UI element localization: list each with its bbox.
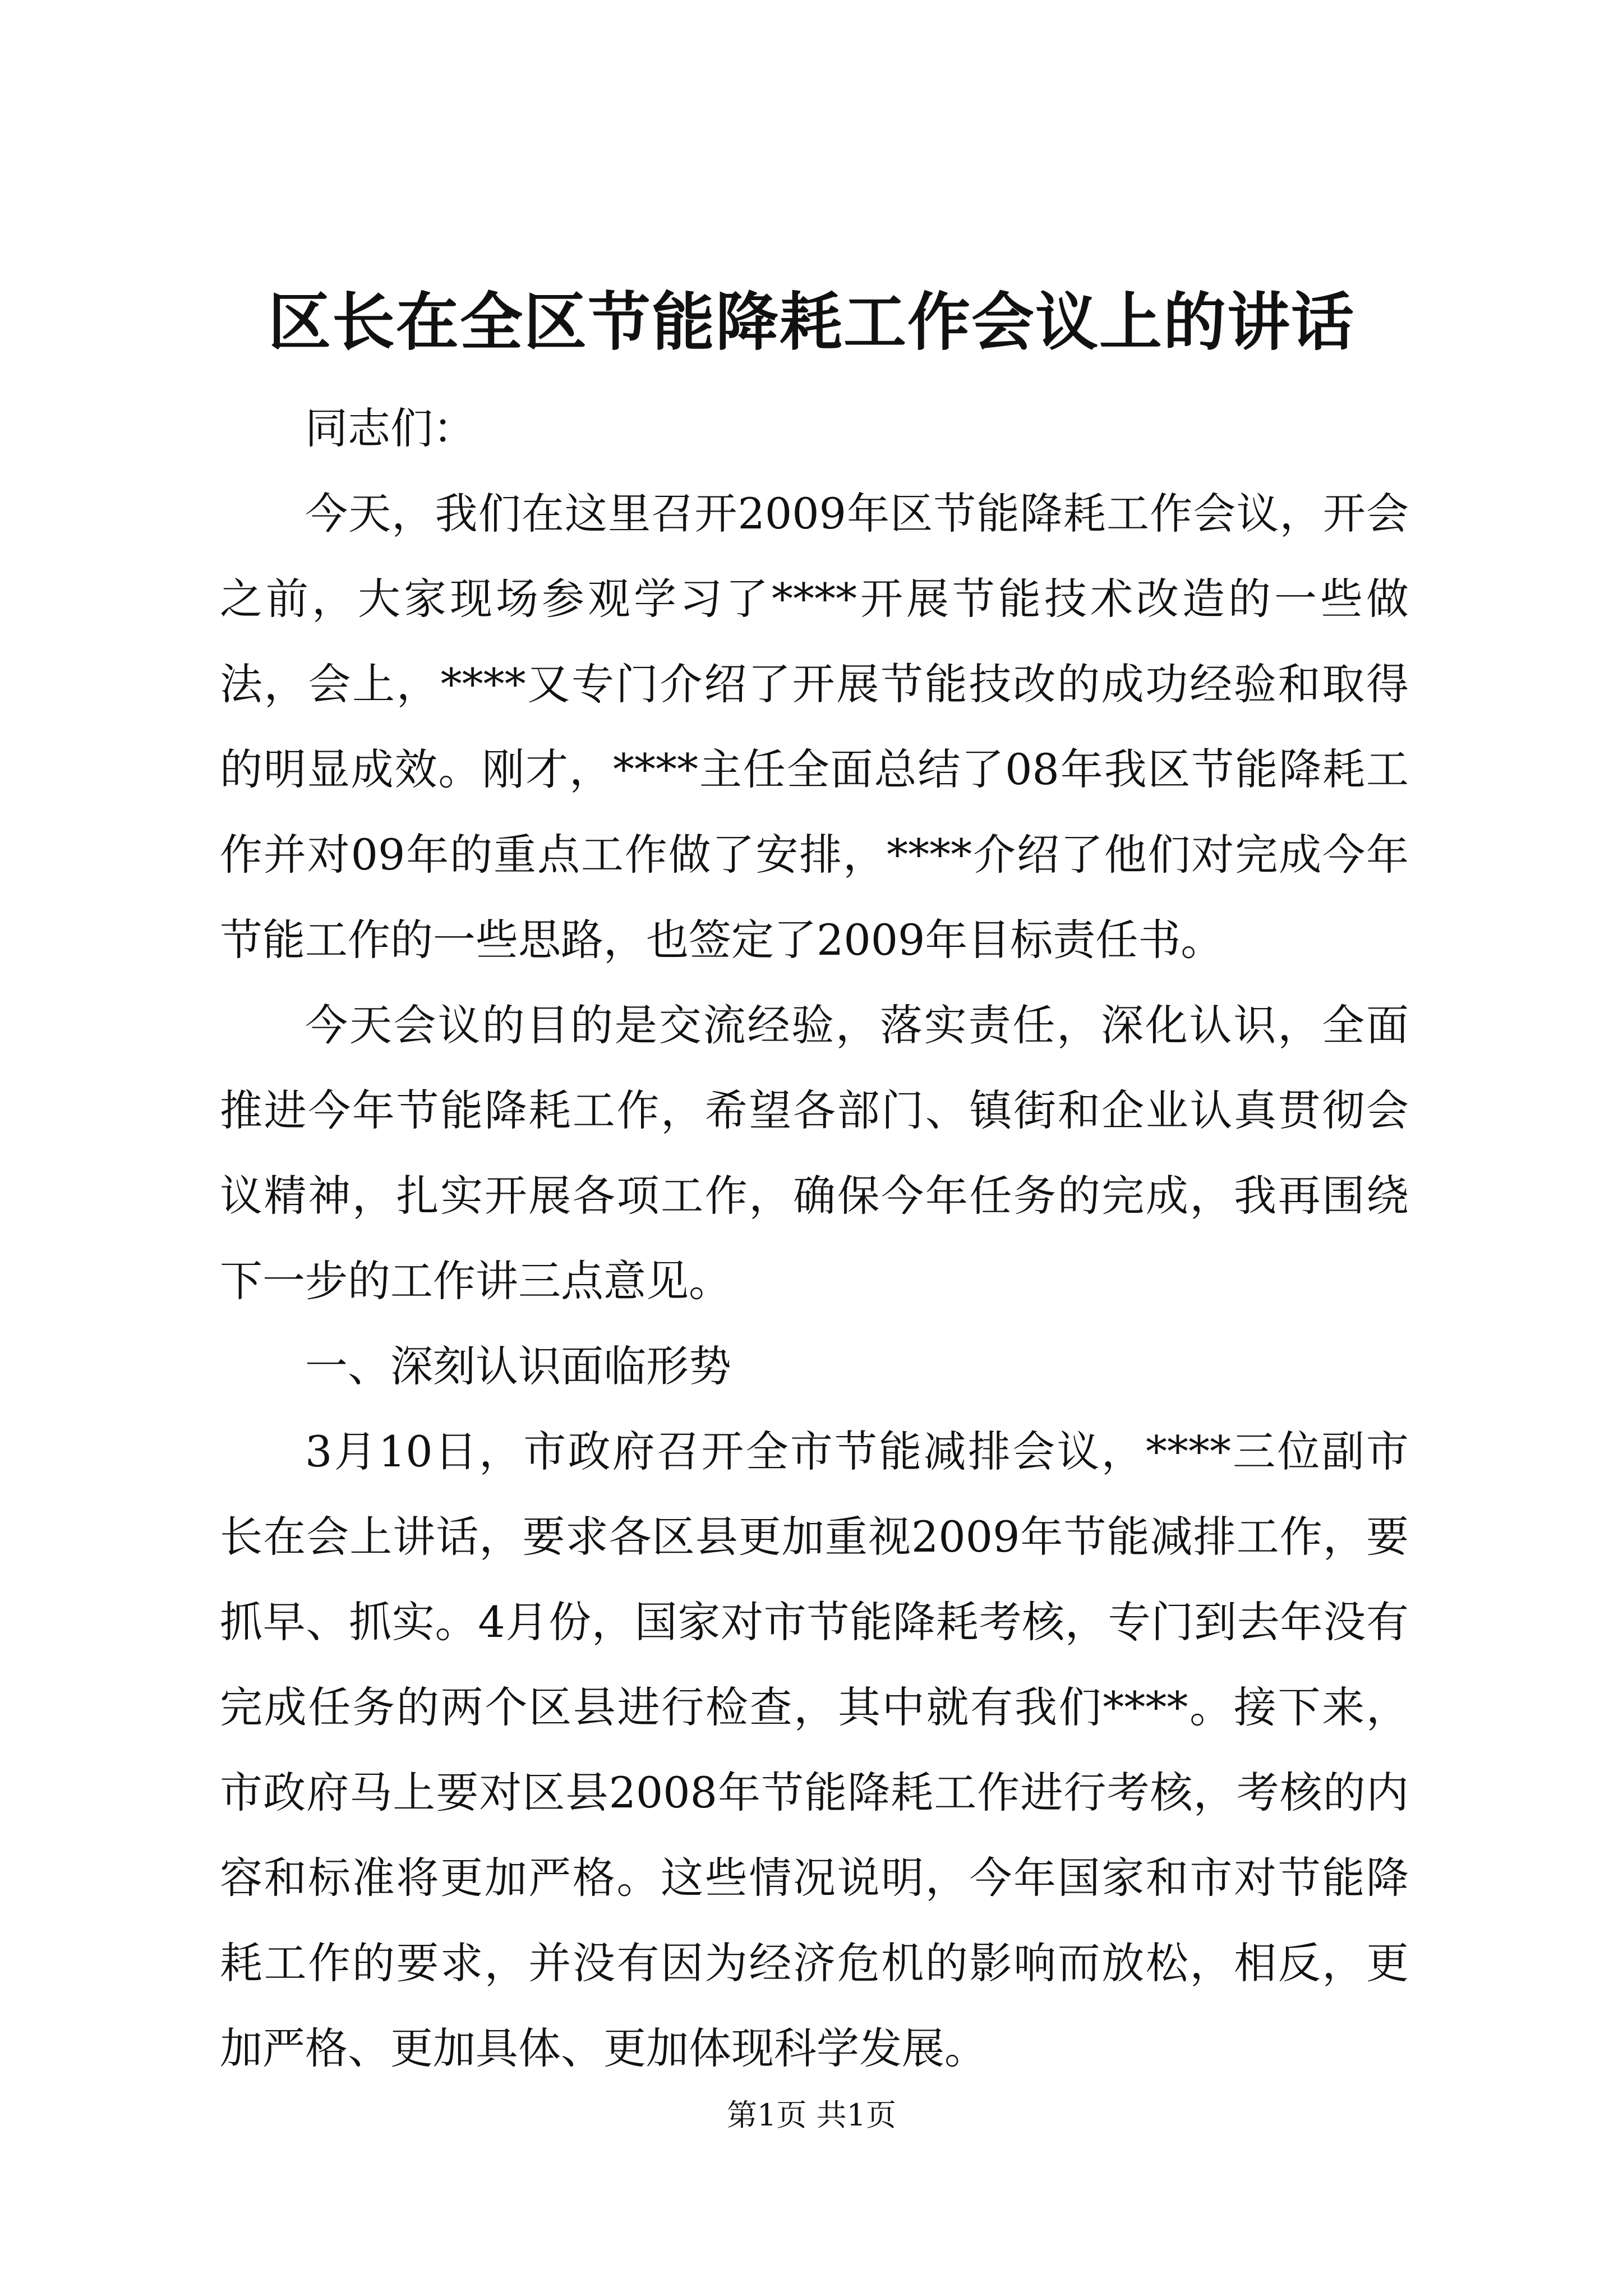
document-title: 区长在全区节能降耗工作会议上的讲话 — [268, 286, 1355, 359]
document-body — [220, 386, 1409, 2091]
paragraph-situation: 3月10日，市政府召开全市节能减排会议，****三位副市长在会上讲话，要求各区县更加重视2009年节能减排工作，要抓早、抓实。4月份，国家对市节能降耗考核，专门到去年没有完成任务的两个区县进行检查，其中就有我们****。接下来，市政府马上要对区县2008年节能降耗工作进行考核，考核的内容和标准将更加严格。这些情况说明，今年国家和市对节能降耗工作的要求，并没有因为经济危机的影响而放松，相反，更加严格、更加具体、更加体现科学发展。 — [220, 1427, 1409, 2073]
section-heading-1: 一、深刻认识面临形势 — [305, 1341, 731, 1391]
page-footer: 第1页 共1页 — [727, 2097, 896, 2133]
salutation: 同志们： — [305, 403, 476, 453]
paragraph-purpose: 今天会议的目的是交流经验，落实责任，深化认识，全面推进今年节能降耗工作，希望各部门、镇街和企业认真贯彻会议精神，扎实开展各项工作，确保今年任务的完成，我再围绕下一步的工作讲三点意见。 — [220, 1000, 1409, 1306]
paragraph-opening: 今天，我们在这里召开2009年区节能降耗工作会议，开会之前，大家现场参观学习了****开展节能技术改造的一些做法，会上，****又专门介绍了开展节能技改的成功经验和取得的明显成效。刚才，****主任全面总结了08年我区节能降耗工作并对09年的重点工作做了安排，****介绍了他们对完成今年节能工作的一些思路，也签定了2009年目标责任书。 — [220, 489, 1409, 965]
